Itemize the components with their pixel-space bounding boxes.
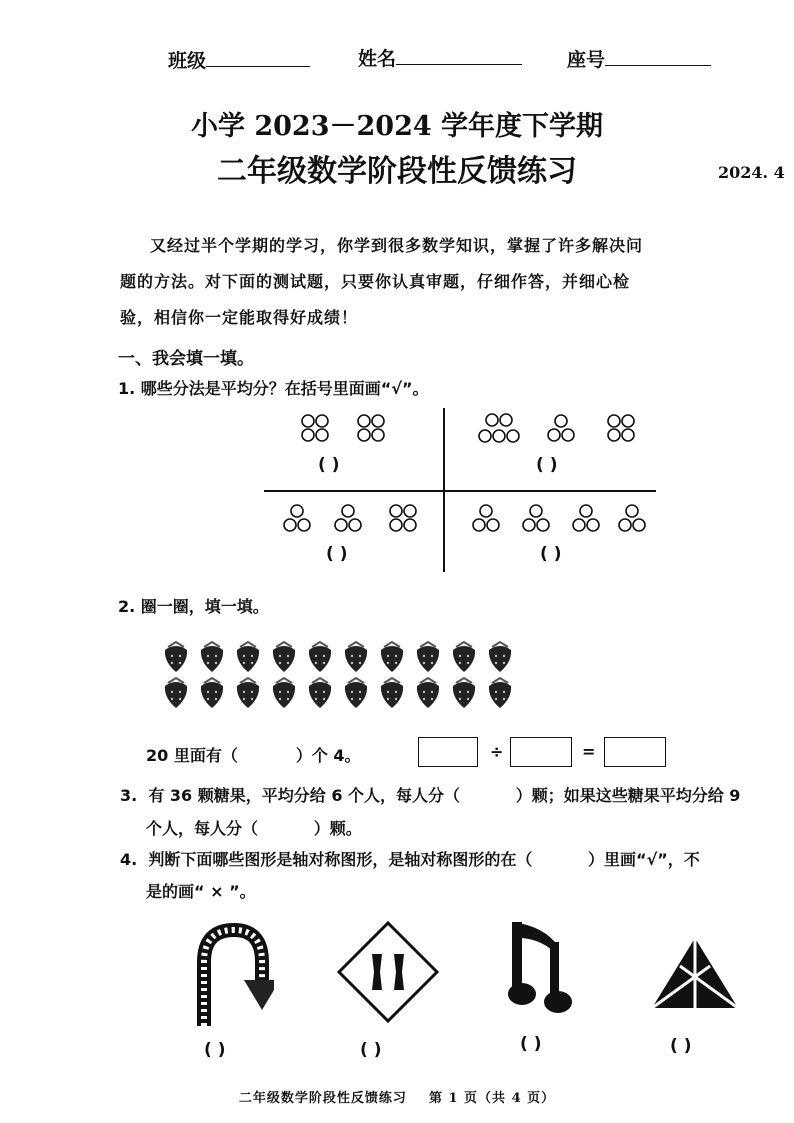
intro-line3: 验，相信你一定能取得好成绩！ [120, 308, 359, 327]
q3-line1: 3. 有 36 颗糖果，平均分给 6 个人，每人分（ ）颗；如果这些糖果平均分给 9 [120, 786, 741, 805]
class-blank[interactable] [206, 44, 310, 67]
strawberry-icon [489, 642, 511, 672]
seat-blank[interactable] [605, 43, 711, 66]
seat-field[interactable] [567, 43, 711, 72]
q4-line2: 是的画“ × ”。 [146, 882, 256, 901]
strawberry-icon [381, 642, 403, 672]
strawberry-icon [165, 678, 187, 708]
q2-prompt: 2. 圈一圈，填一填。 [118, 597, 269, 616]
q4-answer-paren-b[interactable]: ( ) [360, 1040, 382, 1060]
strawberry-icon [417, 678, 439, 708]
page-footer: 二年级数学阶段性反馈练习 第 1 页（共 4 页） [238, 1091, 556, 1106]
strawberry-icon [237, 678, 259, 708]
q4-answer-paren-a[interactable]: ( ) [204, 1040, 226, 1060]
triangle-pattern-icon [650, 936, 740, 1010]
divide-sign: ÷ [490, 742, 504, 761]
q1-answer-paren-a[interactable]: ( ) [318, 455, 340, 475]
strawberry-icon [273, 642, 295, 672]
name-label: 姓名 [358, 48, 397, 70]
q4-line1: 4. 判断下面哪些图形是轴对称图形，是轴对称图形的在（ ）里画“√”，不 [120, 850, 700, 869]
date: 2024. 4 [718, 163, 785, 182]
quotient-box[interactable] [604, 737, 666, 767]
q1-grouping-figure [262, 404, 658, 574]
q4-answer-paren-d[interactable]: ( ) [670, 1036, 692, 1056]
strawberry-icon [489, 678, 511, 708]
strawberry-icon [309, 678, 331, 708]
q2-fill-part-a: 20 里面有（ [146, 746, 238, 765]
u-turn-arrow-icon [192, 922, 274, 1030]
class-label: 班级 [168, 50, 207, 72]
strawberry-icon [273, 678, 295, 708]
dividend-box[interactable] [418, 737, 478, 767]
class-field[interactable] [168, 44, 310, 73]
strawberry-icon [453, 678, 475, 708]
name-blank[interactable] [396, 42, 522, 65]
q2-fill-sentence [146, 743, 361, 766]
q4-answer-paren-c[interactable]: ( ) [520, 1034, 542, 1054]
strawberry-icon [201, 678, 223, 708]
strawberry-icon [309, 642, 331, 672]
music-note-icon [504, 916, 578, 1020]
q1-answer-paren-d[interactable]: ( ) [540, 544, 562, 564]
strawberry-grid [158, 636, 522, 712]
strawberry-icon [201, 642, 223, 672]
equals-sign: = [582, 742, 596, 761]
q1-answer-paren-c[interactable]: ( ) [326, 544, 348, 564]
strawberry-icon [453, 642, 475, 672]
strawberry-icon [345, 642, 367, 672]
strawberry-icon [417, 642, 439, 672]
strawberry-icon [345, 678, 367, 708]
intro-line2: 题的方法。对下面的测试题，只要你认真审题，仔细作答，并细心检 [120, 272, 631, 291]
divisor-box[interactable] [510, 737, 572, 767]
section1-heading: 一、我会填一填。 [118, 349, 254, 369]
strawberry-icon [165, 642, 187, 672]
strawberry-icon [381, 678, 403, 708]
seat-label: 座号 [567, 49, 606, 71]
title-line1: 小学 2023－2024 学年度下学期 [190, 111, 604, 142]
strawberry-icon [237, 642, 259, 672]
q2-fill-part-b: ）个 4。 [295, 746, 361, 765]
diamond-symbol-icon [336, 920, 440, 1024]
q3-line2: 个人，每人分（ ）颗。 [146, 819, 362, 838]
q1-answer-paren-b[interactable]: ( ) [536, 455, 558, 475]
name-field[interactable] [358, 42, 522, 71]
intro-line1: 又经过半个学期的学习，你学到很多数学知识，掌握了许多解决问 [150, 236, 644, 255]
q1-text: 1. 哪些分法是平均分？在括号里面画“√”。 [118, 379, 429, 398]
title-line2: 二年级数学阶段性反馈练习 [217, 154, 577, 189]
